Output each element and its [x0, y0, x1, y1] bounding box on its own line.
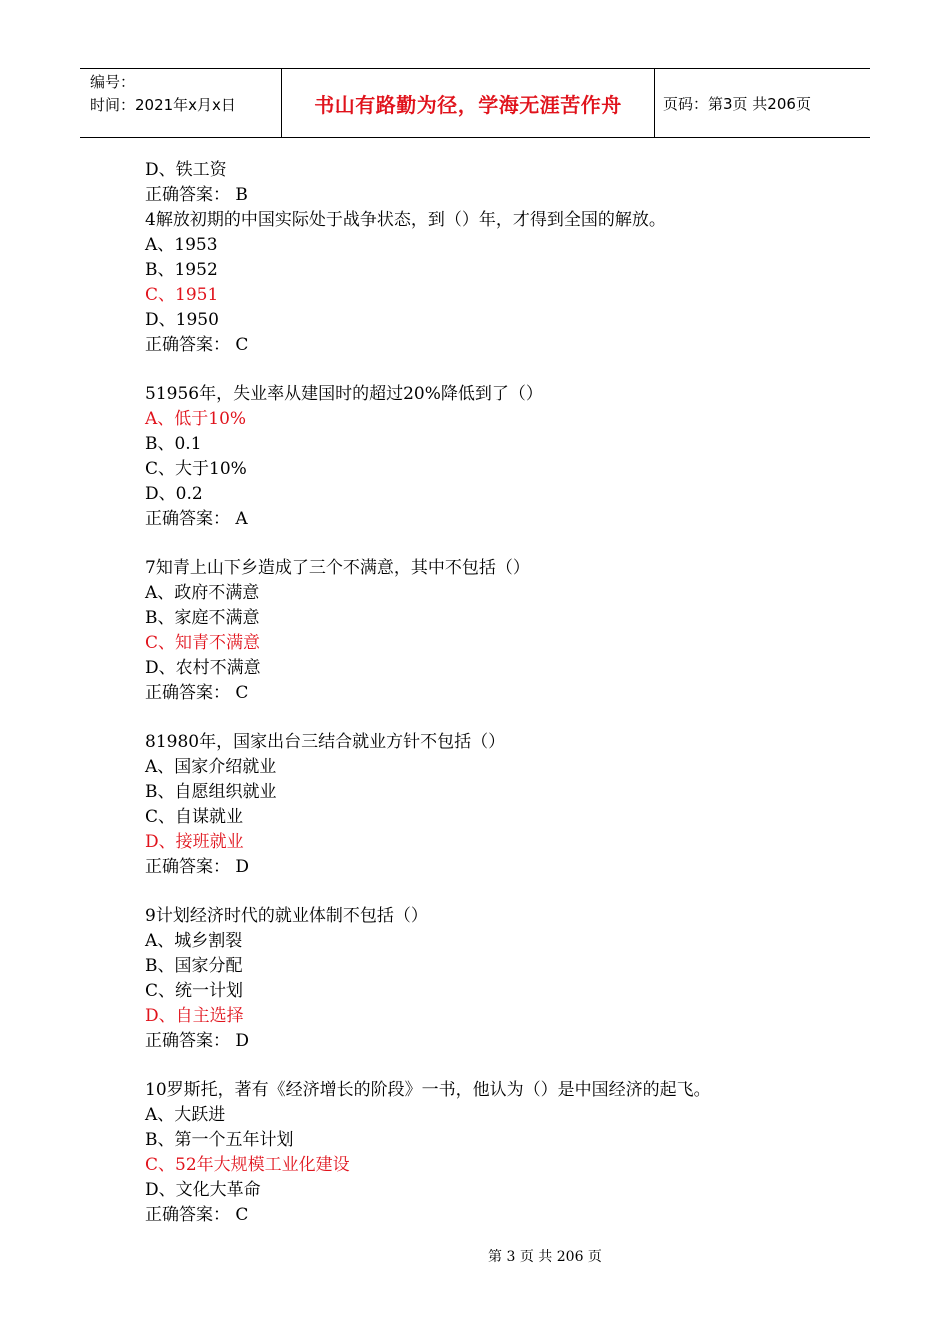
page-header	[80, 68, 870, 138]
spacer	[145, 532, 865, 556]
highlighted-option: D、接班就业	[145, 832, 244, 852]
correct-answer-line: 正确答案： D	[145, 857, 250, 877]
answer-option: D、文化大革命	[145, 1180, 261, 1200]
correct-answer-line: 正确答案： C	[145, 335, 249, 355]
question-text: 4解放初期的中国实际处于战争状态，到（）年，才得到全国的解放。	[145, 210, 666, 230]
highlighted-option: C、1951	[145, 285, 219, 305]
answer-option: B、家庭不满意	[145, 608, 260, 628]
highlighted-option: D、自主选择	[145, 1006, 244, 1026]
question-text: 9计划经济时代的就业体制不包括（）	[145, 906, 428, 926]
answer-option: D、1950	[145, 310, 219, 330]
answer-option: A、1953	[145, 235, 218, 255]
answer-option: A、国家介绍就业	[145, 757, 277, 777]
date-label: 时间：2021年x月x日	[90, 96, 236, 114]
header-page-number: 页码：第3页 共206页	[663, 94, 811, 113]
spacer	[145, 1054, 865, 1078]
answer-option: C、自谋就业	[145, 807, 244, 827]
correct-answer-line: 正确答案： B	[145, 185, 248, 205]
highlighted-option: C、52年大规模工业化建设	[145, 1155, 350, 1175]
serial-number-label: 编号：	[90, 73, 136, 91]
answer-option: C、统一计划	[145, 981, 244, 1001]
header-info	[80, 69, 282, 137]
answer-option: A、城乡割裂	[145, 931, 243, 951]
answer-option: D、0.2	[145, 484, 203, 504]
answer-option: B、1952	[145, 260, 218, 280]
question-text: 81980年，国家出台三结合就业方针不包括（）	[145, 732, 506, 752]
page-footer: 第 3 页 共 206 页	[488, 1249, 602, 1265]
answer-option: D、农村不满意	[145, 658, 261, 678]
answer-option: B、第一个五年计划	[145, 1130, 294, 1150]
spacer	[145, 880, 865, 904]
header-motto: 书山有路勤为径，学海无涯苦作舟	[282, 69, 655, 137]
question-text: 7知青上山下乡造成了三个不满意，其中不包括（）	[145, 558, 530, 578]
correct-answer-line: 正确答案： A	[145, 509, 248, 529]
highlighted-option: C、知青不满意	[145, 633, 261, 653]
correct-answer-line: 正确答案： D	[145, 1031, 250, 1051]
answer-option: B、国家分配	[145, 956, 243, 976]
question-text: 51956年，失业率从建国时的超过20%降低到了（）	[145, 384, 543, 404]
answer-option: A、政府不满意	[145, 583, 260, 603]
spacer	[145, 358, 865, 382]
correct-answer-line: 正确答案： C	[145, 683, 249, 703]
question-list	[145, 158, 865, 1228]
answer-option: A、大跃进	[145, 1105, 226, 1125]
highlighted-option: A、低于10%	[145, 409, 247, 429]
correct-answer-line: 正确答案： C	[145, 1205, 249, 1225]
spacer	[145, 706, 865, 730]
question-text: 10罗斯托，著有《经济增长的阶段》一书，他认为（）是中国经济的起飞。	[145, 1080, 711, 1100]
answer-option: B、自愿组织就业	[145, 782, 277, 802]
answer-option: C、大于10%	[145, 459, 247, 479]
answer-option: B、0.1	[145, 434, 202, 454]
answer-option: D、铁工资	[145, 160, 227, 180]
